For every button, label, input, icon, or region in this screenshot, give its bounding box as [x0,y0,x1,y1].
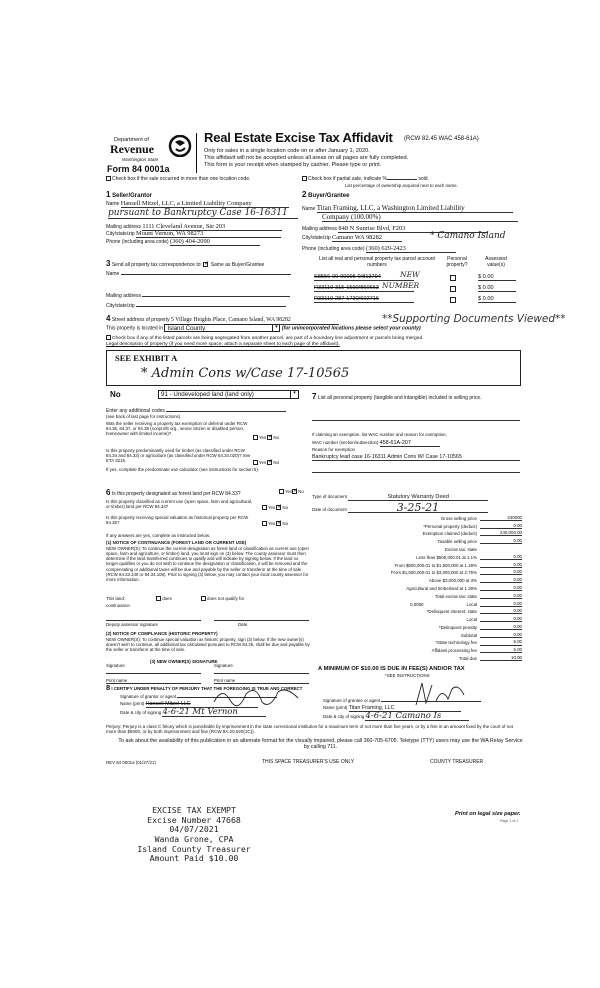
grantor-date[interactable]: 4-6-21 Mt Vernon [162,709,266,717]
grantee-date[interactable]: 4-6-21 Camano Is [365,713,469,721]
stamp-line: Excise Number 47668 [147,814,241,825]
certify-text: 8 I CERTIFY UNDER PENALTY OF PERJURY THAT THE FOREGOING IS TRUE AND CORRECT [106,683,303,692]
notice1-text: NEW OWNER(S): To continue the current designation as forest land or classification as current use (open space, farm and agriculture, or timber) land, you must sign on (3) below. The county assessor must then determine if the land transferred continues to qualify and will indicate by signing below. If the land no longer qualifies or you do not wish to continue the designation or classification, it will be removed and the compensating or additional taxes will be due and payable by the seller or transferor at the time of sale (RCW 84.33.140 or 84.34.108). Prior to signing (3) below, you may contact your local county assessor for more information. [106,546,309,582]
tax-value[interactable]: 0.00 [480,562,522,568]
seller-name[interactable]: Hansell Mitzel, LLC, a Limited Liability Company [121,200,289,208]
header-note-2: This affidavit will not be accepted unless all areas on all pages are fully completed. [204,155,409,161]
deputy-sig-line[interactable] [106,620,201,621]
tax-row: Excise tax: state [445,546,477,552]
tax-value[interactable]: 0.00 [480,616,522,622]
checkbox-icon [106,335,111,340]
tax-value[interactable]: 0.00 [480,523,522,529]
section7-row: 7 List all personal property (tangible and intangible) included in selling price. [312,392,482,401]
stamp-line: Island County Treasurer [137,843,251,854]
additional-codes-row: Enter any additional codes [106,407,286,415]
tax-value[interactable]: 0.00 [480,624,522,630]
deputy-date-label: Date [238,622,248,627]
section3-name[interactable] [121,270,291,275]
legal-size-note: Print on legal size paper. [455,811,521,817]
county-treasurer: COUNTY TREASURER [430,759,484,765]
header-note-3: This form is your receipt when stamped by cashier. Please type or print. [204,162,382,168]
section6-q2: Is this property classified as current use (open space, farm and agricultural, or timber) land per RCW 84.34? [106,499,253,510]
grantor-sig-row: Signature of grantor or agent [120,693,277,699]
assessed-header: Assessed value(s) [485,256,507,268]
personal-header: Personal property? [446,256,468,268]
stamp-line: Wanda Grone, CPA [154,834,234,845]
buyer-phone-row: Phone (including area code) (360) 629-2423 [302,245,456,253]
section6-q2-answer[interactable]: Yes ✓ No [262,505,288,510]
grantee-name-row: Name (print) Titan Framing, LLC [323,705,461,712]
buyer-mail[interactable]: 848 N Sunrise Blvd, F203 [338,225,488,233]
section3-city-row: City/state/zip [106,302,286,310]
legal-description-text: SEE EXHIBIT A [115,353,178,363]
segregated-check[interactable] [106,335,424,342]
buyer-name[interactable]: Titan Framing, LLC, a Washington Limited Liability [317,204,513,213]
continuance-label: continuance. [106,603,131,608]
stamp-line: 04/07/2021 [169,824,219,835]
legal-description-handwritten: * Admin Cons w/Case 17-10565 [141,366,350,381]
seller-name-row: Name Hansell Mitzel, LLC, a Limited Liability Company [106,200,296,208]
form-citation: (RCW 82.45 WAC 458-61A) [404,136,479,142]
assessed-value[interactable]: $ 0.00 [478,285,516,292]
partial-sale-label: Check box if partial sale, indicate % [308,175,387,182]
tax-value[interactable]: 240000 [480,515,522,521]
perjury-text: Perjury: Perjury is a class C felony which is punishable by imprisonment in the state correctional institution for a maximum term of not more than five years, or by a fine in an amount fixed by the court of not more than $5000, or by both imprisonment and fine (RCW 9A.20.020(1C)). [106,724,513,735]
tax-table [312,513,522,661]
tax-value[interactable]: 240,000.00 [480,530,522,536]
availability-text: To ask about the availability of this publication in an alternate format for the visually impaired, please call 360-705-6705. Teletype (TTY) users may use the WA Relay Service by calling 711. [118,738,523,751]
buyer-heading: 2 Buyer/Grantee [302,190,350,199]
property-street[interactable]: 5 Village Heights Place, Camano Island, WA 98282 [171,317,339,325]
grantor-name-row: Name (print) Hansell Mitzel LLC [120,701,258,708]
notice1-title: (1) NOTICE OF CONTINUANCE (FOREST LAND OR CURRENT USE) [106,540,247,545]
tax-value[interactable]: 5.00 [480,639,522,645]
treasurer-stamp [124,806,264,864]
section3-name-row: Name [106,270,291,278]
parcel-note: NUMBER [382,281,420,290]
wac-number[interactable]: 458-61A-207 [380,440,440,447]
tax-row: Total excise tax: state 0.00 [435,592,522,599]
section6-q1-answer[interactable]: Yes✓ No [279,489,304,494]
tax-value[interactable]: 0.00 [480,577,522,583]
minimum-due: A MINIMUM OF $10.00 IS DUE IN FEE(S) AND/OR TAX [318,666,465,672]
personal-property-line-1[interactable] [312,420,520,421]
section5-q1: Was the seller receiving a property tax exemption or deferral under RCW 84.36, 84.37, or 84.38 (nonprofit org., senior citizen or disabled person, homeowner with limited income)? [106,421,248,437]
local-rate: 0.0050 [410,601,424,607]
form-number: Form 84 0001a [107,164,170,174]
buyer-name-row: Name Titan Framing, LLC, a Washington Limited Liability [302,204,513,213]
assessed-value[interactable]: $ 0.00 [478,274,516,281]
partial-sale-check[interactable] [302,176,429,183]
seller-heading: 1 Seller/Grantor [106,190,153,199]
doc-date[interactable]: 3-25-21 [348,504,488,513]
exemption-reason[interactable]: Bankruptcy lead case 16-16311 Admin Cons W/ Case 17-10565 [312,454,520,461]
chevron-down-icon: ▾ [290,391,298,398]
parcel-number[interactable]: R33119-287-1730/602716 [314,296,414,303]
deputy-date-line[interactable] [214,620,309,621]
grantee-name[interactable]: Titan Framing, LLC [349,705,461,712]
print-name-1: Print name [106,678,201,684]
doc-date-row: Date of document 3-25-21 [312,504,488,513]
segregated-label: Check box if any of the listed parcels are being segregated from another parcel, are part of a boundary line adjustment or parcels being merged. [112,335,424,341]
tax-value[interactable]: 0.00 [480,608,522,614]
section6-q3: Is this property receiving special valuation as historical property per RCW 84.26? [106,515,249,526]
personal-property-checkbox[interactable] [450,275,456,281]
tax-row: *State technology fee 5.00 [435,639,522,646]
doc-type-row: Type of document Statutory Warranty Deed [312,494,488,501]
tax-row: *Delinquent interest: state 0.00 [426,608,522,615]
see-instructions: *SEE INSTRUCTIONS [385,673,430,678]
tax-row: Affidavit processing fee 5.00 [431,647,522,654]
wac-row: WAC number (section/subsection) 458-61A-207 [312,440,440,447]
tax-row: Local 0.00 [466,616,522,623]
tax-row: Gross selling price 240000 [440,514,522,521]
section5-no: No [110,390,121,399]
seller-mail[interactable]: 1111 Cleveland Avenue, Ste 203 [142,223,282,231]
section5-q1-answer[interactable]: Yes ✓ No [253,435,279,440]
header-note-1: Only for sales in a single location code on or after January 1, 2020. [204,148,370,154]
sig-label-2: Signature [214,663,233,668]
tax-value[interactable]: 0.00 [480,632,522,638]
buyer-city-row: City/state/zip Camano WA 98282 [302,234,402,242]
form-title: Real Estate Excise Tax Affidavit [204,130,393,145]
land-use-value: 91 - Undeveloped land (land only) [161,391,254,398]
section5-q2b: If yes, complete the predominate use calculator (see instructions for section 5). [106,467,260,472]
checkbox-icon [302,176,307,181]
this-land-row: This land: does does not qualify for [106,596,245,601]
tax-row: Taxable selling price 0.00 [437,538,522,545]
notice2-title: (2) NOTICE OF COMPLIANCE (HISTORIC PROPERTY) [106,631,218,636]
tax-row: From $500,000.01 to $1,500,000 at 1.28% 0.00 [394,561,522,568]
tax-value[interactable]: 0.00 [480,601,522,607]
buyer-city[interactable]: Camano WA 98282 [332,234,402,242]
section6-q3-answer[interactable]: Yes ✓ No [262,521,288,526]
tax-value[interactable]: 0.00 [480,554,522,560]
rev-number: REV 84 0001a (01/27/21) [106,760,156,765]
state-label: Washington State [122,157,159,162]
land-use-select[interactable] [158,390,299,399]
tax-row: Above $3,000,000 at 3% 0.00 [428,577,522,584]
tax-row: *Delinquent penalty 0.00 [438,623,522,630]
seller-city-row: City/state/zip Mount Vernon, WA 98273 [106,230,281,238]
parcel-header: List all real and personal property tax parcel account numbers [319,256,435,268]
notice2-text: NEW OWNER(S): To continue special valuation as historic property, sign (3) below. If the new owner(s) doesn't wish to continue, all additional tax calculated pursuant to RCW 84.26, shall be due and payable by the seller or transferor at the time of sale. [106,637,310,653]
unincorp-note: (for unincorporated locations please select your county) [281,325,421,332]
sig-label-1: Signature [106,663,125,668]
grantor-name[interactable]: Hansell Mitzel LLC [146,701,258,708]
county-value: Island County [167,325,206,332]
page-number: Page 1 of 1 [500,819,519,823]
legal-description-label: Legal description of property (if you need more space, attach a separate sheet to each page of the affidavit). [106,342,340,347]
revenue-logo-icon [168,135,192,157]
tax-value[interactable]: 0.00 [480,569,522,575]
doc-type[interactable]: Statutory Warranty Deed [348,494,488,501]
parcel-row [314,296,519,304]
stamp-line: EXCISE TAX EXEMPT [152,805,236,815]
section5-q2: Is this property predominantly used for timber (as classified under RCW 84.34 and 84.33) or agriculture (as classified under RCW 84.34.020)? See ETA 3215. [106,448,251,464]
tax-row: Total due 10.00 [459,655,522,662]
does-checkbox[interactable] [156,596,161,601]
new-owner-sig-1[interactable] [106,668,201,674]
section6-note: If any answers are yes, complete as instructed below. [106,533,210,538]
section3-city[interactable] [136,302,286,307]
new-owner-sig-title: (3) NEW OWNER(S) SIGNATURE [150,659,218,664]
exempt-text: If claiming an exemption, list WAC number and reason for exemption. [312,432,447,437]
section4-row: 4 Street address of property 5 Village Heights Place, Camano Island, WA 98282 [106,314,339,325]
buyer-phone[interactable]: (360) 629-2423 [366,245,456,253]
parcel-number[interactable]: R33119-315-1590/860663 [314,285,414,292]
section3-mail[interactable] [142,292,290,297]
buyer-mail-row: Mailing address 848 N Sunrise Blvd, F203 [302,225,488,233]
tax-value[interactable]: 0.00 [480,585,522,591]
tax-value[interactable]: 0.00 [480,538,522,544]
revenue-label: Revenue [110,142,154,156]
personal-property-checkbox[interactable] [450,297,456,303]
parcel-note: NEW [400,270,420,279]
grantor-date-row: Date & city of signing 4-6-21 Mt Vernon [120,709,266,717]
tax-row: 0.0050 Local 0.00 [410,600,522,607]
seller-city[interactable]: Mount Vernon, WA 98273 [136,230,281,238]
assessed-value[interactable]: $ 0.00 [478,296,516,303]
tax-row: Exemption claimed (deduct) 240,000.00 [422,530,522,537]
section5-q2-answer[interactable]: Yes ✓ No [253,460,279,465]
parcel-row [314,281,519,293]
seller-mail-row: Mailing address 1111 Cleveland Avenue, Ste 203 [106,223,282,231]
additional-codes-input[interactable] [166,407,286,412]
dept-label: Department of [114,137,149,143]
tax-value[interactable]: 10.00 [480,655,522,661]
header-divider [196,133,197,173]
new-owner-sig-2[interactable] [214,668,309,674]
tax-value[interactable]: 5.00 [480,647,522,653]
tax-row: *Personal property (deduct) 0.00 [423,522,522,529]
grantee-sig-row: Signature of grantee or agent [323,697,481,703]
does-not-checkbox[interactable] [201,596,206,601]
tax-row: Less than $500,000.01 at 1.1% 0.00 [416,553,522,560]
section3-row: 3 Send all property tax correspondence to: ✓ Same as Buyer/Grantee [106,259,264,269]
parcel-number[interactable]: S8556-00-00005-0/813794 [314,274,414,281]
county-select[interactable] [164,324,280,332]
section6-q1: 6 Is this property designated as forest land per RCW 84.33? [106,488,241,497]
seller-phone-row: Phone (including area code) (360) 404-2090 [106,238,260,246]
tax-row: From $1,500,000.01 to $3,000,000 at 2.75% 0.00 [390,569,522,576]
tax-row: Subtotal 0.00 [460,631,522,638]
sold-label: sold. [418,175,429,182]
tax-value[interactable]: 0.00 [480,593,522,599]
treasurer-space: THIS SPACE TREASURER'S USE ONLY [262,759,355,765]
grantee-date-row: Date & city of signing 4-6-21 Camano Is [323,713,469,721]
codes-note: (see back of last page for instructions) [106,414,181,419]
buyer-city-handwritten: * Camano Island [430,231,506,241]
deputy-label: Deputy assessor signature [106,622,158,627]
legal-description-box[interactable] [106,350,521,386]
buyer-name-2[interactable]: Company (100.00%) [322,213,518,222]
reason-line-2[interactable] [312,472,520,473]
multi-location-check[interactable] [106,176,250,183]
supporting-docs-stamp: **Supporting Documents Viewed** [382,313,566,325]
same-as-buyer-checkbox[interactable] [203,262,208,267]
reason-label: Reason for exemption [312,447,355,452]
section3-mail-row: Mailing address [106,292,290,300]
seller-phone[interactable]: (360) 404-2090 [170,238,260,246]
seller-name-handwritten: pursuant to Bankruptcy Case 16-16311 [108,208,298,219]
county-row: This property is located in Island County ▾ (for unincorporated locations please select your county) [106,324,421,332]
checkbox-icon [106,176,111,181]
tax-row: Agricultural and timberland at 1.28% 0.00 [406,584,522,591]
print-name-2: Print name [214,678,309,684]
personal-property-checkbox[interactable] [450,286,456,292]
list-percentage-note: List percentage of ownership acquired next to each name. [345,183,458,188]
stamp-line: Amount Paid $10.00 [149,853,239,864]
chevron-down-icon: ▾ [272,325,279,332]
multi-location-label: Check box if the sale occurred in more than one location code. [112,175,251,182]
